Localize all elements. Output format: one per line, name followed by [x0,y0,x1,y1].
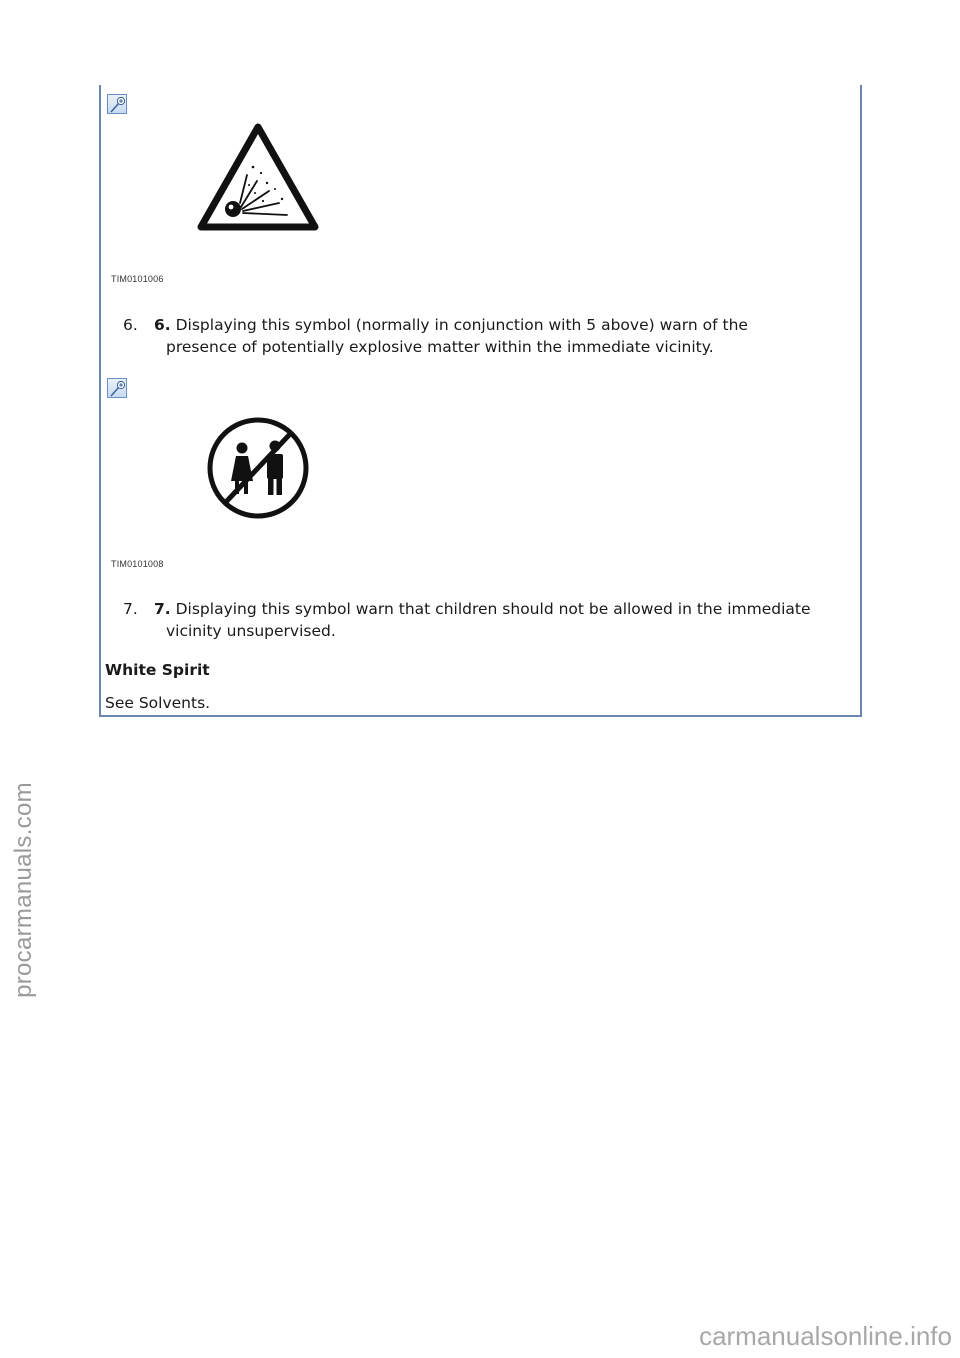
figure-caption: TIM0101006 [111,274,164,284]
step-line-2: presence of potentially explosive matter within the immediate vicinity. [166,338,714,356]
step-text [154,598,844,642]
side-watermark-text: procarmanuals.com [10,782,38,998]
step-line-1: Displaying this symbol (normally in conjunction with 5 above) warn of the [170,316,748,334]
document-content [99,85,862,717]
step-number: 7. [123,600,138,618]
step-number: 6. [123,316,138,334]
zoom-icon[interactable] [107,378,127,398]
step-text [154,314,844,358]
step-lead: 6. [154,316,171,334]
explosive-warning-icon [197,123,319,231]
footer-watermark: carmanualsonline.info [699,1321,952,1351]
no-children-icon [205,415,311,521]
step-line-2: vicinity unsupervised. [166,622,336,640]
figure-caption: TIM0101008 [111,559,164,569]
side-watermark [4,770,44,1010]
step-line-1: Displaying this symbol warn that children should not be allowed in the immediate [170,600,811,618]
section-heading: White Spirit [105,661,210,679]
zoom-icon[interactable] [107,94,127,114]
step-lead: 7. [154,600,171,618]
section-body: See Solvents. [105,694,211,712]
